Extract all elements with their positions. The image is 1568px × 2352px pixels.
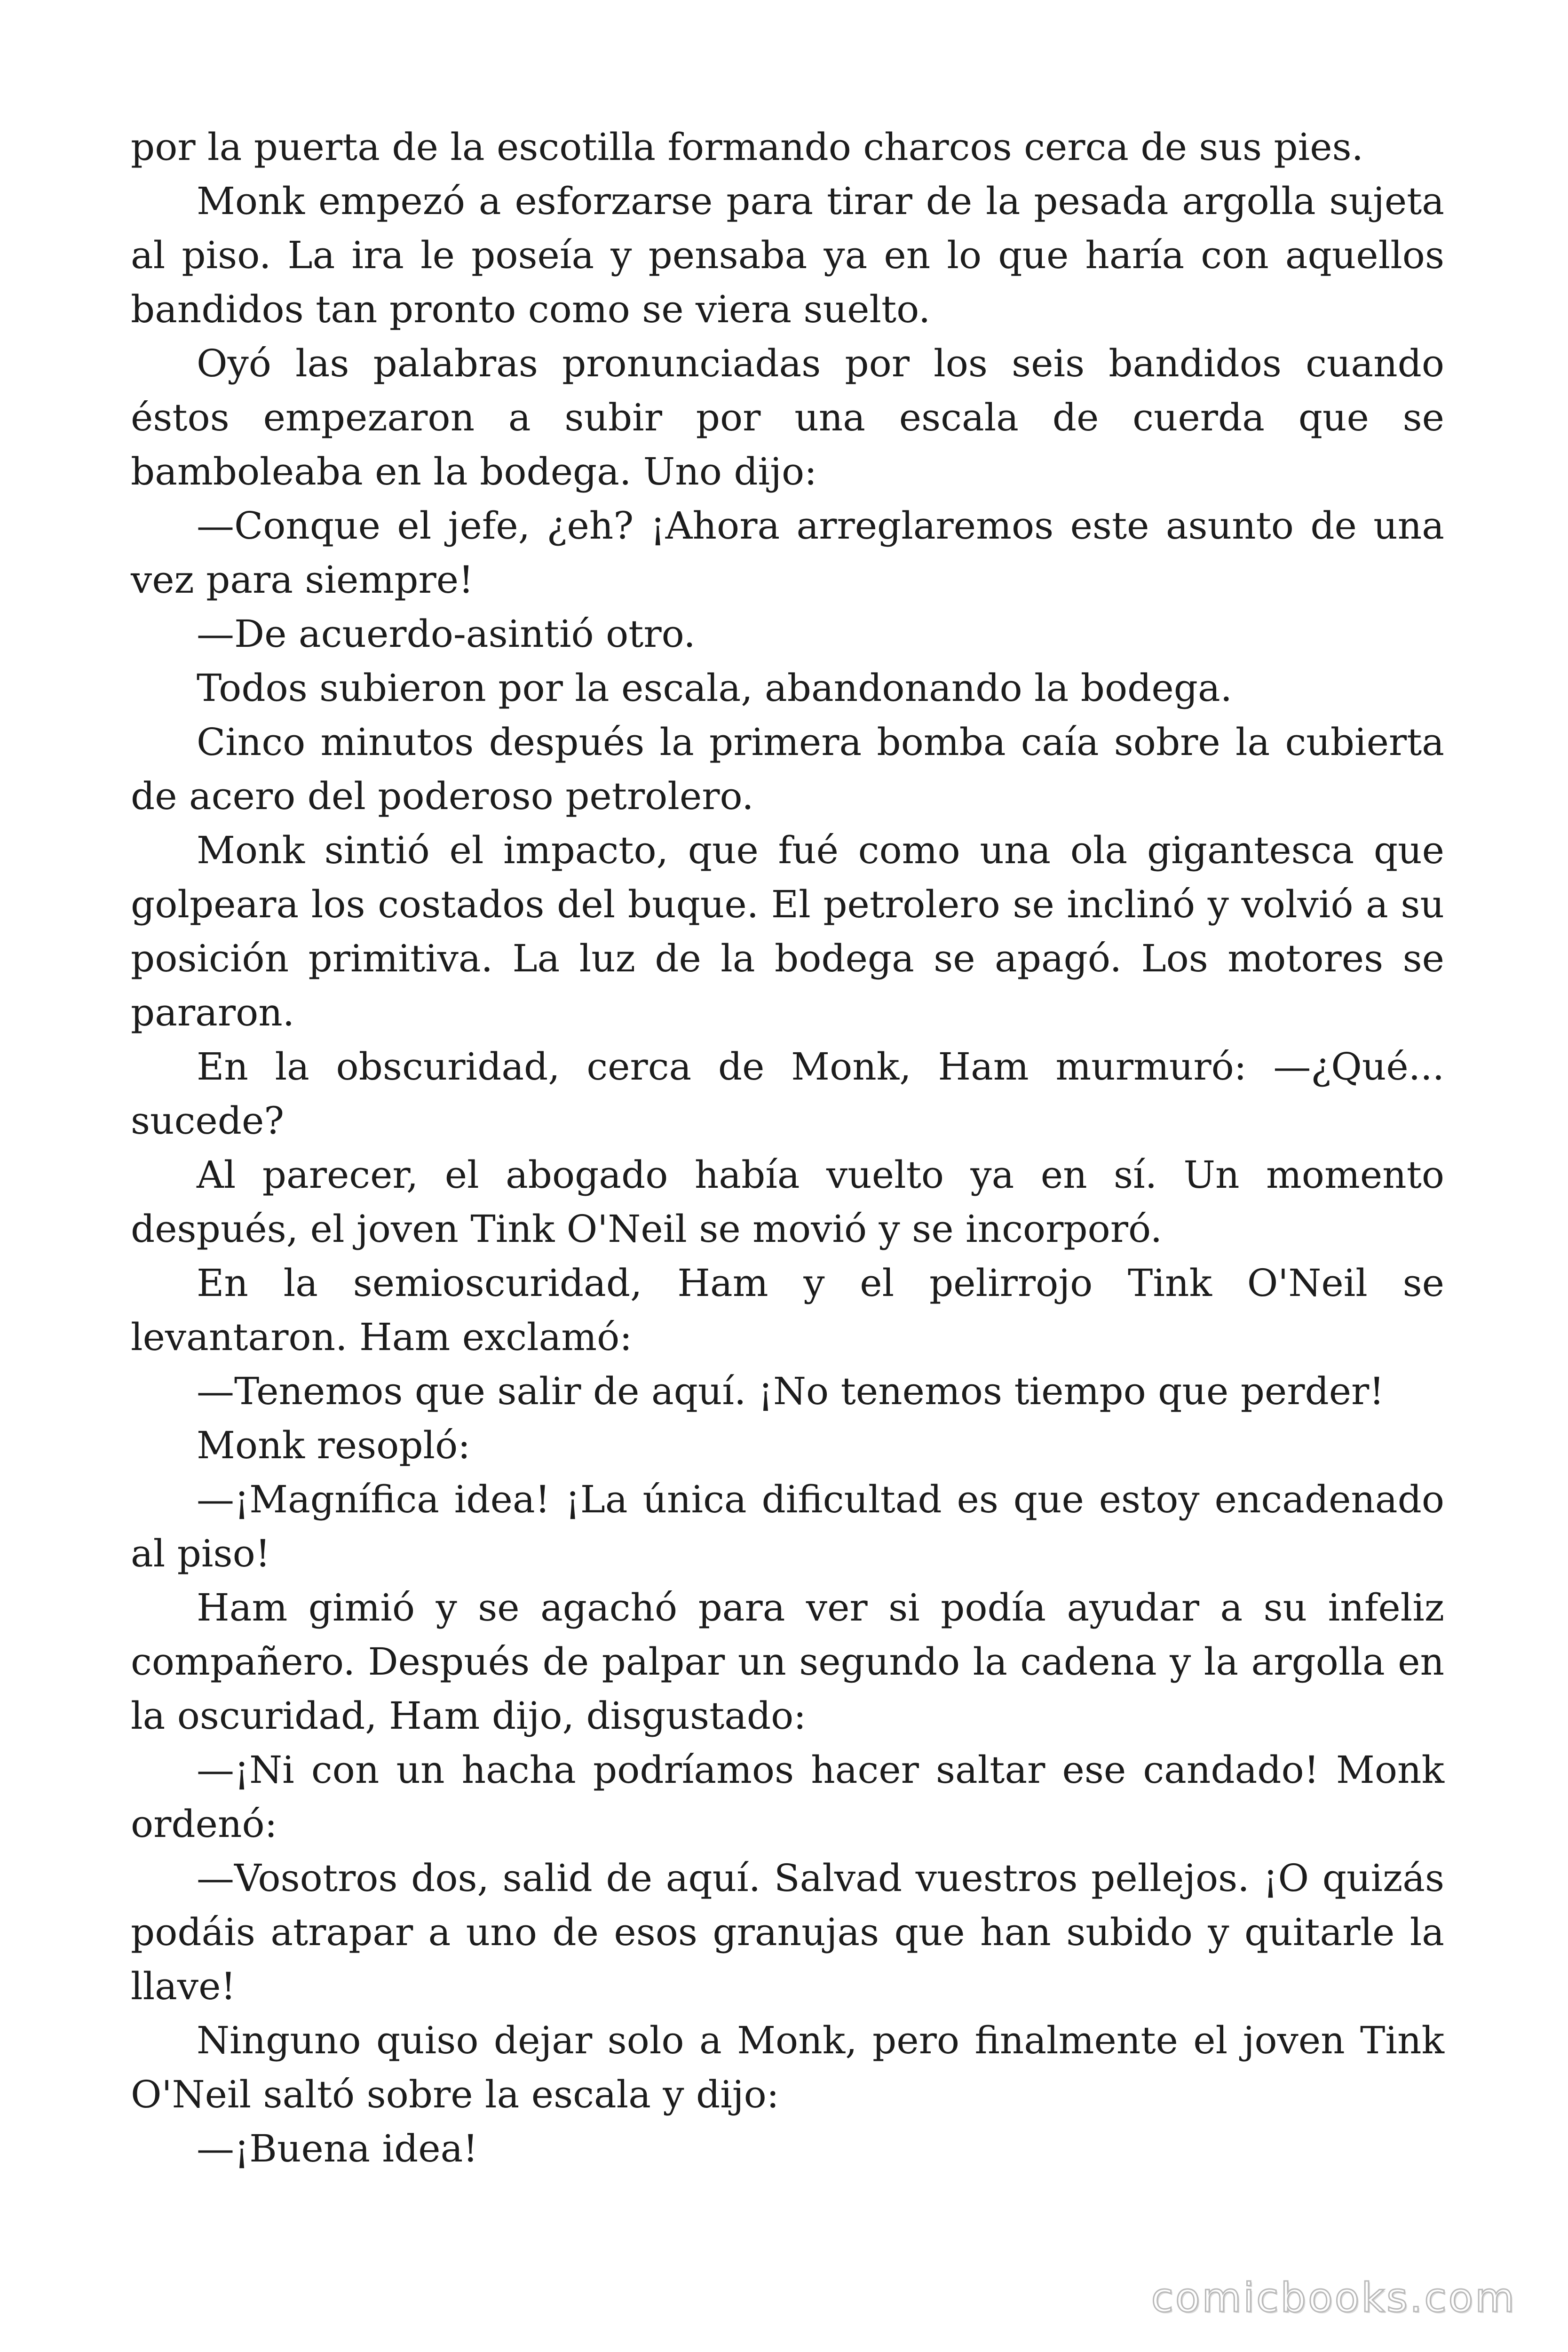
paragraph: En la semioscuridad, Ham y el pelirrojo Tink O'Neil se levantaron. Ham exclamó: xyxy=(131,1261,1444,1359)
paragraph: Ninguno quiso dejar solo a Monk, pero finalmente el joven Tink O'Neil saltó sobre la escala y dijo: xyxy=(131,2018,1444,2116)
paragraph: —Conque el jefe, ¿eh? ¡Ahora arreglaremos este asunto de una vez para siempre! xyxy=(131,504,1444,602)
body-text xyxy=(131,120,1444,2176)
paragraph: Monk empezó a esforzarse para tirar de la pesada argolla sujeta al piso. La ira le poseía y pensaba ya en lo que haría con aquellos bandidos tan pronto como se viera suelto. xyxy=(131,179,1444,331)
paragraph: Monk resopló: xyxy=(197,1423,471,1467)
paragraph: por la puerta de la escotilla formando charcos cerca de sus pies. xyxy=(131,125,1364,169)
paragraph: Cinco minutos después la primera bomba caía sobre la cubierta de acero del poderoso petrolero. xyxy=(131,720,1444,818)
paragraph: Monk sintió el impacto, que fué como una ola gigantesca que golpeara los costados del buque. El petrolero se inclinó y volvió a su posición primitiva. La luz de la bodega se apagó. Los motores se pararon. xyxy=(131,828,1444,1034)
paragraph: —¡Magnífica idea! ¡La única dificultad es que estoy encadenado al piso! xyxy=(131,1478,1444,1575)
watermark: comicbooks.com xyxy=(1151,2274,1516,2321)
paragraph: Oyó las palabras pronunciadas por los seis bandidos cuando éstos empezaron a subir por una escala de cuerda que se bamboleaba en la bodega. Uno dijo: xyxy=(131,342,1444,493)
paragraph: —¡Buena idea! xyxy=(197,2127,478,2170)
paragraph: En la obscuridad, cerca de Monk, Ham murmuró: —¿Qué... sucede? xyxy=(131,1045,1444,1143)
paragraph: Ham gimió y se agachó para ver si podía ayudar a su infeliz compañero. Después de palpar un segundo la cadena y la argolla en la oscuridad, Ham dijo, disgustado: xyxy=(131,1586,1444,1738)
paragraph: —¡Ni con un hacha podríamos hacer saltar ese candado! Monk ordenó: xyxy=(131,1748,1444,1846)
paragraph: Todos subieron por la escala, abandonando la bodega. xyxy=(197,666,1233,710)
paragraph: —Tenemos que salir de aquí. ¡No tenemos tiempo que perder! xyxy=(197,1369,1385,1413)
paragraph: Al parecer, el abogado había vuelto ya en sí. Un momento después, el joven Tink O'Neil se movió y se incorporó. xyxy=(131,1153,1444,1251)
paragraph: —Vosotros dos, salid de aquí. Salvad vuestros pellejos. ¡O quizás podáis atrapar a uno de esos granujas que han subido y quitarle la llave! xyxy=(131,1856,1444,2008)
paragraph: —De acuerdo-asintió otro. xyxy=(197,612,696,656)
